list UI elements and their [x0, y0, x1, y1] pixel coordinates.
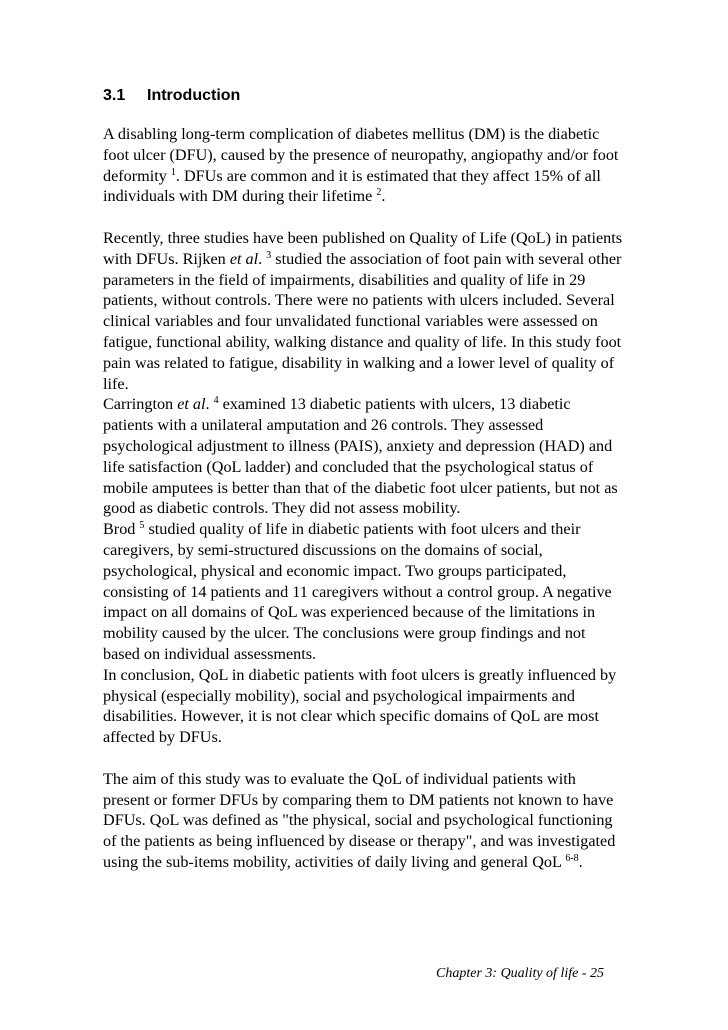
text-run: examined 13 diabetic patients with ulcers, 13 diabetic patients with a unilateral amputation and 26 controls. They assessed psychological adjustment to illness (PAIS), anxiety and depression (HAD) and life satisfaction (QoL ladder) and concluded that the psychological status of mobile amputees is better than that of the diabetic foot ulcer patients, but not as good as diabetic controls. They did not assess mobility. — [103, 395, 618, 518]
text-run: . DFUs are common and it is estimated that they affect 15% of all individuals with DM during their lifetime — [103, 166, 601, 206]
text-run: Carrington — [103, 395, 178, 414]
text-run: Recently, three studies have been published on Quality of Life (QoL) in patients with DFUs. Rijken — [103, 228, 623, 268]
text-run: studied the association of foot pain with several other parameters in the field of impairments, disabilities and quality of life in 29 patients, without controls. There were no patients with ulcers included. Several clinical variables and four unvalidated functional variables were assessed on fatigue, functional ability, walking distance and quality of life. In this study foot pain was related to fatigue, disability in walking and a lower level of quality of life. — [103, 249, 622, 393]
section-heading — [103, 86, 240, 106]
text-run: studied quality of life in diabetic patients with foot ulcers and their caregivers, by semi-structured discussions on the domains of social, psychological, physical and economic impact. Two groups participated, consisting of 14 patients and 11 caregivers without a control group. A negative impact on all domains of QoL was experienced because of the limitations in mobility caused by the ulcer. The conclusions were group findings and not based on individual assessments. — [103, 520, 612, 663]
body-text — [103, 124, 623, 873]
text-run: . — [205, 395, 214, 414]
paragraph-1 — [103, 124, 623, 207]
reference-2: 2 — [376, 187, 382, 199]
reference-5: 5 — [139, 520, 145, 532]
reference-3: 3 — [266, 249, 272, 261]
text-run: A disabling long-term complication of diabetes mellitus (DM) is the diabetic foot ulcer (DFU), caused by the presence of neuropathy, angiopathy and/or foot deformity — [103, 125, 619, 185]
reference-1: 1 — [170, 166, 176, 178]
section-title: Introduction — [147, 87, 241, 104]
et-al: et al — [177, 395, 206, 414]
section-number: 3.1 — [103, 87, 126, 104]
paragraph-2 — [103, 228, 623, 394]
reference-4: 4 — [213, 395, 219, 407]
reference-6-8: 6-8 — [565, 852, 579, 864]
text-run: The aim of this study was to evaluate the QoL of individual patients with present or former DFUs by comparing them to DM patients not known to have DFUs. QoL was defined as "the physical, social and psychological functioning of the patients as being influenced by disease or therapy", and was investigated using the sub-items mobility, activities of daily living and general QoL — [103, 769, 616, 871]
text-run: . — [578, 852, 583, 871]
paragraph-4 — [103, 519, 623, 665]
text-run: . — [381, 187, 386, 206]
paragraph-6 — [103, 769, 623, 873]
paragraph-5: In conclusion, QoL in diabetic patients with foot ulcers is greatly influenced by physical (especially mobility), social and psychological impairments and disabilities. However, it is not clear which specific domains of QoL are most affected by DFUs. — [103, 665, 617, 747]
text-run: Brod — [103, 520, 140, 539]
et-al: et al — [229, 249, 259, 268]
paragraph-3 — [103, 394, 623, 519]
page-footer: Chapter 3: Quality of life - 25 — [436, 966, 604, 981]
text-run: . — [258, 249, 267, 268]
